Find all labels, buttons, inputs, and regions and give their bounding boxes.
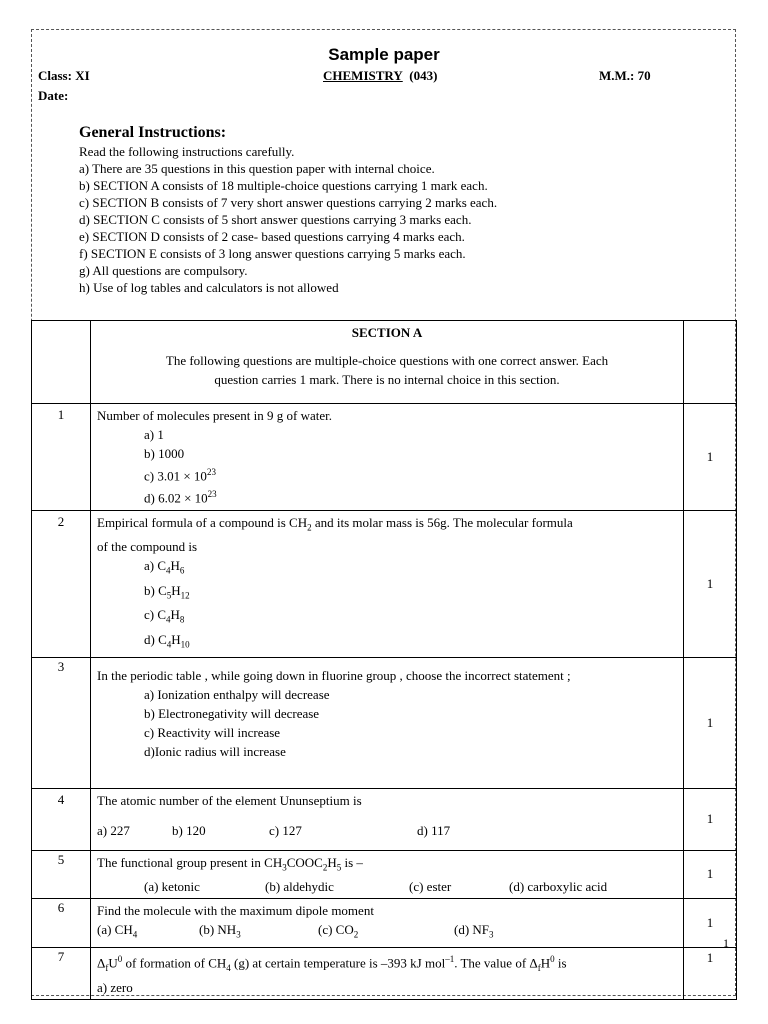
question-text: In the periodic table , while going down in fluorine group , choose the incorrect statement ; xyxy=(97,667,571,683)
instruction-line: b) SECTION A consists of 18 multiple-choice questions carrying 1 mark each. xyxy=(79,178,488,193)
question-text: $\Delta_fU^0$ of formation of $CH_4$ (g) at certain temperature is –393 kJ mol$^{-1}$. The value of $\Delta_fH^0$ is xyxy=(97,953,567,973)
option: (d) $NF_3$ xyxy=(454,922,494,940)
option: (b) aldehydic xyxy=(265,879,334,895)
question-marks: 1 xyxy=(684,850,737,899)
instructions-title: General Instructions: xyxy=(79,124,227,141)
option: a) zero xyxy=(97,979,133,995)
option: b) $C_5H_{12}$ xyxy=(144,582,190,601)
section-title: SECTION A xyxy=(351,325,423,340)
option: a) $C_4H_6$ xyxy=(144,558,185,576)
option: (a) ketonic xyxy=(144,879,200,895)
option: b) 120 xyxy=(172,822,206,838)
question-body xyxy=(91,850,684,899)
question-body xyxy=(91,510,684,657)
instruction-line: Read the following instructions carefully. xyxy=(79,144,295,159)
instruction-line: h) Use of log tables and calculators is not allowed xyxy=(79,280,339,295)
question-text: Number of molecules present in 9 g of water. xyxy=(97,408,333,423)
page-title: Sample paper xyxy=(328,45,440,64)
section-header xyxy=(91,321,684,404)
question-body xyxy=(91,947,684,999)
instruction-line: g) All questions are compulsory. xyxy=(79,263,248,278)
option: d)Ionic radius will increase xyxy=(144,743,286,759)
question-body xyxy=(91,404,684,511)
question-marks: 1 xyxy=(684,657,737,788)
instruction-line: c) SECTION B consists of 7 very short answer questions carrying 2 marks each. xyxy=(79,195,498,210)
question-text: The functional group present in $CH_3COOC_2H_5$ is – xyxy=(97,854,363,873)
option: d) $C_4H_{10}$ xyxy=(144,632,190,650)
question-body xyxy=(91,899,684,948)
class-label: Class: XI xyxy=(38,68,90,83)
option: (a) $CH_4$ xyxy=(97,922,138,940)
option: c) $C_4H_8$ xyxy=(144,607,185,626)
question-row xyxy=(32,947,737,999)
question-body xyxy=(91,657,684,788)
instruction-line: d) SECTION C consists of 5 short answer questions carrying 3 marks each. xyxy=(79,212,472,227)
instructions-list xyxy=(79,143,497,296)
option: a) 227 xyxy=(97,822,130,838)
option: d) 117 xyxy=(417,822,451,838)
question-text: The atomic number of the element Ununseptium is xyxy=(97,792,362,808)
question-text-cont: of the compound is xyxy=(97,539,198,555)
question-marks: 1 xyxy=(684,788,737,850)
question-marks: 1 xyxy=(684,947,737,999)
question-marks: 1 xyxy=(684,510,737,657)
question-number: 7 xyxy=(32,947,91,999)
option: (c) $CO_2$ xyxy=(318,922,359,940)
options-row xyxy=(97,877,677,896)
question-number: 5 xyxy=(32,850,91,899)
question-number: 2 xyxy=(32,510,91,657)
question-row xyxy=(32,404,737,511)
question-marks: 1 xyxy=(684,899,737,948)
option: b) 1000 xyxy=(144,446,185,461)
question-marks: 1 xyxy=(684,404,737,511)
question-number: 6 xyxy=(32,899,91,948)
option: (b) $NH_3$ xyxy=(199,922,241,940)
question-number: 1 xyxy=(32,404,91,511)
date-label: Date: xyxy=(38,88,69,103)
question-row xyxy=(32,788,737,850)
option: (c) ester xyxy=(409,879,452,895)
option: c) Reactivity will increase xyxy=(144,724,281,740)
question-text: Empirical formula of a compound is $CH_2$ and its molar mass is 56g. The molecular formula xyxy=(97,514,573,533)
option: (d) carboxylic acid xyxy=(509,879,608,895)
option: d) $6.02 \times 10^{23}$ xyxy=(144,489,217,506)
instruction-line: f) SECTION E consists of 3 long answer questions carrying 5 marks each. xyxy=(79,246,466,261)
option: b) Electronegativity will decrease xyxy=(144,705,320,721)
instruction-line: e) SECTION D consists of 2 case- based questions carrying 4 marks each. xyxy=(79,229,465,244)
question-number: 4 xyxy=(32,788,91,850)
section-description: The following questions are multiple-choice questions with one correct answer. Each question carries 1 mark. There is no internal choice in this section. xyxy=(165,353,609,387)
question-body xyxy=(91,788,684,850)
instruction-line: a) There are 35 questions in this question paper with internal choice. xyxy=(79,161,435,176)
option: a) Ionization enthalpy will decrease xyxy=(144,686,330,702)
question-row xyxy=(32,850,737,899)
question-row xyxy=(32,657,737,788)
max-marks: M.M.: 70 xyxy=(599,68,651,83)
subject-name: CHEMISTRY xyxy=(323,68,403,83)
options-row xyxy=(97,920,677,945)
question-text: Find the molecule with the maximum dipole moment xyxy=(97,903,374,919)
page-number: 1 xyxy=(723,936,729,950)
options-row xyxy=(97,821,677,840)
question-number: 3 xyxy=(32,657,91,788)
question-row xyxy=(32,510,737,657)
section-header-row xyxy=(32,321,737,404)
question-row xyxy=(32,899,737,948)
option: a) 1 xyxy=(144,427,164,442)
questions-table xyxy=(31,320,737,1000)
option: c) $3.01 \times 10^{23}$ xyxy=(144,467,216,484)
subject-code: (043) xyxy=(409,68,438,83)
subject-heading xyxy=(323,68,437,84)
option: c) 127 xyxy=(269,822,302,838)
